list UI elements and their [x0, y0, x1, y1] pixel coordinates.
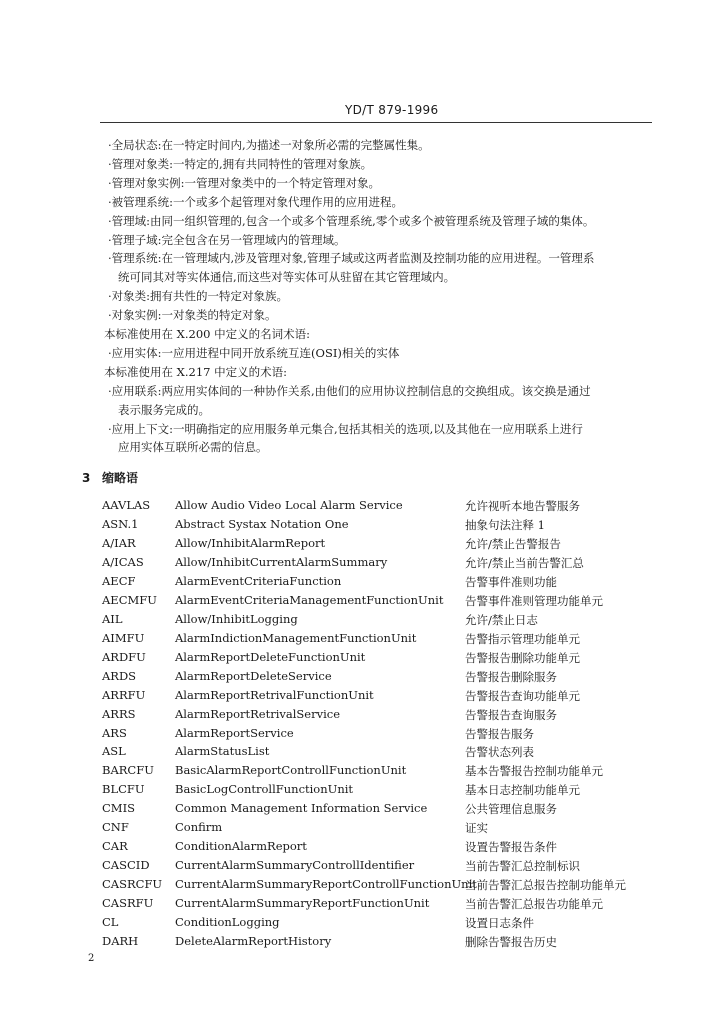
english-term: AlarmReportDeleteFunctionUnit: [175, 649, 366, 664]
abbreviation: BLCFU: [102, 782, 145, 797]
english-term: BasicLogControllFunctionUnit: [175, 782, 354, 797]
section-title: 缩略语: [102, 471, 139, 485]
english-term: AlarmReportService: [175, 725, 294, 740]
english-term: CurrentAlarmSummaryReportFunctionUnit: [175, 896, 430, 911]
abbreviation-row: [0, 555, 724, 573]
section-number: 3: [82, 471, 91, 485]
abbreviation: CNF: [102, 820, 129, 835]
abbreviation: AIL: [102, 611, 123, 626]
abbreviation-row: [0, 688, 724, 706]
chinese-term: 抽象句法注释 1: [465, 517, 545, 532]
english-term: AlarmReportRetrivalService: [175, 706, 341, 721]
english-term: Allow/InhibitLogging: [175, 611, 298, 626]
abbreviation: CASRCFU: [102, 877, 163, 892]
chinese-term: 公共管理信息服务: [465, 802, 557, 817]
text-line: ·对象类:拥有共性的一特定对象族。: [108, 289, 289, 304]
abbreviation: DARH: [102, 934, 139, 949]
chinese-term: 基本日志控制功能单元: [465, 783, 580, 798]
chinese-term: 当前告警汇总报告功能单元: [465, 897, 603, 912]
text-line: ·管理子域:完全包含在另一管理域内的管理域。: [108, 232, 346, 247]
english-term: AlarmReportDeleteService: [175, 668, 332, 683]
abbreviation-row: [0, 820, 724, 838]
chinese-term: 允许/禁止日志: [465, 612, 538, 627]
abbreviation-row: [0, 839, 724, 857]
abbreviation: BARCFU: [102, 763, 154, 778]
abbreviation-row: [0, 801, 724, 819]
abbreviation-row: [0, 517, 724, 535]
chinese-term: 告警事件准则功能: [465, 574, 557, 589]
english-term: Common Management Information Service: [175, 801, 428, 816]
chinese-term: 删除告警报告历史: [465, 935, 557, 950]
chinese-term: 告警报告查询功能单元: [465, 688, 580, 703]
text-line: ·管理对象实例:一管理对象类中的一个特定管理对象。: [108, 175, 381, 190]
english-term: CurrentAlarmSummaryControllIdentifier: [175, 858, 415, 873]
abbreviation: ARS: [102, 725, 127, 740]
abbreviation-row: [0, 593, 724, 611]
english-term: AlarmStatusList: [175, 744, 270, 759]
chinese-term: 允许视听本地告警服务: [465, 499, 580, 513]
abbreviation: A/IAR: [102, 535, 136, 550]
abbreviation: ARRS: [102, 706, 136, 721]
english-term: Confirm: [175, 820, 223, 835]
abbreviation: ASN.1: [102, 516, 139, 531]
standard-number: YD/T 879-1996: [345, 103, 439, 117]
chinese-term: 告警状态列表: [465, 745, 534, 760]
chinese-term: 证实: [465, 821, 488, 836]
abbreviation-row: [0, 536, 724, 554]
english-term: AlarmEventCriteriaFunction: [175, 573, 342, 588]
abbreviation-row: [0, 669, 724, 687]
abbreviation-row: [0, 934, 724, 952]
text-line: 统可同其对等实体通信,而这些对等实体可从驻留在其它管理域内。: [118, 270, 456, 285]
text-line: 表示服务完成的。: [118, 402, 210, 417]
abbreviation-row: [0, 631, 724, 649]
abbreviation-row: [0, 877, 724, 895]
section-heading: [82, 469, 138, 486]
abbreviation-row: [0, 612, 724, 630]
abbreviation: CASRFU: [102, 896, 154, 911]
chinese-term: 告警指示管理功能单元: [465, 631, 580, 646]
english-term: Allow Audio Video Local Alarm Service: [175, 498, 403, 512]
english-term: CurrentAlarmSummaryReportControllFunctionUnit: [175, 877, 477, 892]
text-line: ·对象实例:一对象类的特定对象。: [108, 308, 277, 323]
abbreviation: AECMFU: [102, 592, 157, 607]
abbreviation: AIMFU: [102, 630, 145, 645]
text-line: 本标准使用在 X.200 中定义的名词术语:: [104, 327, 310, 341]
english-term: Allow/InhibitAlarmReport: [175, 535, 326, 550]
text-line: ·全局状态:在一特定时间内,为描述一对象所必需的完整属性集。: [108, 138, 430, 152]
english-term: Allow/InhibitCurrentAlarmSummary: [175, 554, 388, 569]
text-line: ·应用上下文:一明确指定的应用服务单元集合,包括其相关的选项,以及其他在一应用联系上进行: [108, 421, 583, 436]
text-line: ·应用实体:一应用进程中同开放系统互连(OSI)相关的实体: [108, 345, 400, 360]
chinese-term: 允许/禁止告警报告: [465, 536, 561, 551]
chinese-term: 设置日志条件: [465, 916, 534, 931]
chinese-term: 设置告警报告条件: [465, 840, 557, 855]
abbreviation: CMIS: [102, 801, 135, 816]
english-term: ConditionLogging: [175, 915, 280, 930]
text-line: ·被管理系统:一个或多个起管理对象代理作用的应用进程。: [108, 194, 404, 209]
text-line: ·应用联系:两应用实体间的一种协作关系,由他们的应用协议控制信息的交换组成。该交换是通过: [108, 383, 591, 398]
abbreviation-row: [0, 650, 724, 668]
english-term: AlarmEventCriteriaManagementFunctionUnit: [175, 592, 444, 607]
chinese-term: 基本告警报告控制功能单元: [465, 764, 603, 779]
text-line: ·管理域:由同一组织管理的,包含一个或多个管理系统,零个或多个被管理系统及管理子域的集体。: [108, 213, 595, 228]
abbreviation: ARRFU: [102, 687, 146, 702]
abbreviation: CAR: [102, 839, 128, 854]
english-term: DeleteAlarmReportHistory: [175, 934, 332, 949]
abbreviation: AECF: [102, 573, 136, 588]
chinese-term: 当前告警汇总报告控制功能单元: [465, 878, 626, 893]
abbreviation-row: [0, 763, 724, 781]
abbreviation-row: [0, 744, 724, 762]
abbreviation-row: [0, 574, 724, 592]
abbreviation-row: [0, 858, 724, 876]
text-line: 应用实体互联所必需的信息。: [118, 440, 268, 455]
abbreviation: ARDS: [102, 668, 137, 683]
abbreviation-row: [0, 498, 724, 516]
chinese-term: 当前告警汇总控制标识: [465, 859, 580, 874]
chinese-term: 告警报告服务: [465, 726, 534, 741]
chinese-term: 告警事件准则管理功能单元: [465, 593, 603, 608]
abbreviation-row: [0, 726, 724, 744]
chinese-term: 告警报告删除服务: [465, 669, 557, 684]
text-line: 本标准使用在 X.217 中定义的术语:: [104, 364, 287, 379]
abbreviation: AAVLAS: [102, 498, 151, 512]
abbreviation-row: [0, 707, 724, 725]
chinese-term: 告警报告删除功能单元: [465, 650, 580, 665]
abbreviation-row: [0, 896, 724, 914]
abbreviation: CL: [102, 915, 119, 930]
abbreviation: CASCID: [102, 858, 150, 873]
abbreviation: ARDFU: [102, 649, 146, 664]
abbreviation: A/ICAS: [102, 554, 144, 569]
abbreviation-row: [0, 782, 724, 800]
header-rule: [100, 122, 652, 123]
english-term: BasicAlarmReportControllFunctionUnit: [175, 763, 407, 778]
text-line: ·管理对象类:一特定的,拥有共同特性的管理对象族。: [108, 156, 373, 171]
english-term: AlarmReportRetrivalFunctionUnit: [175, 687, 374, 702]
abbreviation-row: [0, 915, 724, 933]
english-term: AlarmIndictionManagementFunctionUnit: [175, 630, 417, 645]
abbreviation: ASL: [102, 744, 126, 759]
text-line: ·管理系统:在一管理域内,涉及管理对象,管理子域或这两者监测及控制功能的应用进程。一管理系: [108, 251, 595, 266]
page-number: 2: [88, 953, 95, 964]
english-term: Abstract Systax Notation One: [175, 516, 349, 531]
english-term: ConditionAlarmReport: [175, 839, 307, 854]
chinese-term: 允许/禁止当前告警汇总: [465, 555, 584, 570]
chinese-term: 告警报告查询服务: [465, 707, 557, 722]
